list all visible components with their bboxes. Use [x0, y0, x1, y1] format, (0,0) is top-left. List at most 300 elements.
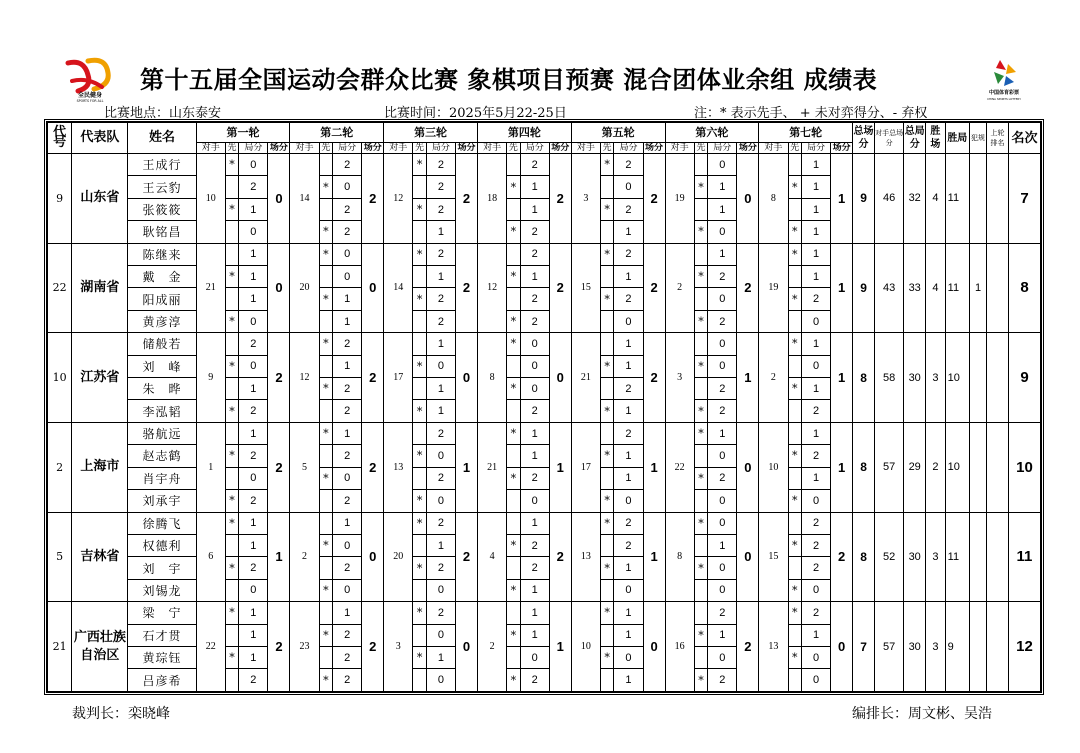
- player-name: 黄琮钰: [128, 646, 196, 668]
- first-move-mark: *: [507, 378, 520, 400]
- game-score: 2: [801, 288, 830, 310]
- first-move-mark: *: [507, 422, 520, 444]
- first-move-mark: [694, 154, 707, 176]
- game-score: 2: [708, 602, 737, 624]
- game-score: 2: [239, 669, 268, 692]
- first-move-mark: [413, 422, 426, 444]
- first-move-mark: *: [507, 624, 520, 646]
- col-header-first: 先: [600, 143, 613, 154]
- team-name: 上海市: [72, 422, 128, 512]
- game-score: 1: [708, 176, 737, 198]
- first-move-mark: *: [225, 154, 238, 176]
- first-move-mark: [600, 624, 613, 646]
- game-score: 1: [333, 602, 362, 624]
- first-move-mark: [507, 646, 520, 668]
- game-score: 2: [708, 467, 737, 489]
- game-score: 2: [426, 422, 455, 444]
- player-name: 吕彦希: [128, 669, 196, 692]
- game-score: 0: [801, 669, 830, 692]
- match-points: 0: [456, 333, 478, 423]
- first-move-mark: *: [694, 624, 707, 646]
- game-score: 1: [708, 198, 737, 220]
- col-header-game: 局分: [801, 143, 830, 154]
- game-score: 2: [333, 198, 362, 220]
- first-move-mark: *: [600, 602, 613, 624]
- team-code: 21: [48, 602, 72, 692]
- game-score: 2: [520, 243, 549, 265]
- previous-rank: [987, 602, 1009, 692]
- first-move-mark: *: [319, 221, 332, 243]
- match-points: 1: [643, 512, 665, 602]
- first-move-mark: [225, 534, 238, 556]
- first-move-mark: *: [600, 512, 613, 534]
- first-move-mark: *: [600, 445, 613, 467]
- first-move-mark: *: [788, 378, 801, 400]
- page-title: 第十五届全国运动会群众比赛 象棋项目预赛 混合团体业余组 成绩表: [140, 65, 878, 94]
- game-score: 1: [426, 646, 455, 668]
- wins-count: 4: [926, 243, 945, 333]
- round-opponent: 15: [759, 512, 788, 602]
- first-move-mark: [225, 467, 238, 489]
- first-move-mark: *: [413, 400, 426, 422]
- game-score: 1: [614, 400, 643, 422]
- game-score: 2: [333, 557, 362, 579]
- time-text: 比赛时间：2025年5月22-25日: [384, 106, 567, 121]
- first-move-mark: *: [413, 355, 426, 377]
- game-score: 0: [801, 355, 830, 377]
- round-opponent: 23: [290, 602, 319, 692]
- first-move-mark: *: [413, 490, 426, 512]
- first-move-mark: [225, 333, 238, 355]
- wins-count: 4: [926, 154, 945, 244]
- round-opponent: 2: [477, 602, 506, 692]
- col-header-total-match: 总场分: [853, 123, 875, 154]
- first-move-mark: [600, 467, 613, 489]
- logo-left-sub: SPORTS FOR ALL: [76, 99, 104, 103]
- round-opponent: 18: [477, 154, 506, 244]
- game-score: 2: [520, 400, 549, 422]
- game-score: 2: [708, 310, 737, 332]
- game-score: 0: [333, 534, 362, 556]
- game-score: 0: [614, 490, 643, 512]
- first-move-mark: [600, 378, 613, 400]
- game-score: 2: [614, 288, 643, 310]
- first-move-mark: *: [413, 557, 426, 579]
- first-move-mark: [694, 378, 707, 400]
- first-move-mark: [788, 467, 801, 489]
- col-header-win-games: 胜局: [945, 123, 969, 154]
- col-header-fouls: 犯规: [970, 123, 987, 154]
- logo-right-sub: CHINA SPORTS LOTTERY: [987, 97, 1021, 101]
- header-row-rounds: [48, 123, 1041, 143]
- match-points: 2: [456, 154, 478, 244]
- game-score: 2: [801, 445, 830, 467]
- game-score: 2: [426, 512, 455, 534]
- note-text: 注：* 表示先手、 + 未对弈得分、- 弃权: [694, 106, 928, 121]
- previous-rank: [987, 333, 1009, 423]
- first-move-mark: *: [788, 602, 801, 624]
- first-move-mark: *: [413, 512, 426, 534]
- opponent-total-points: 52: [875, 512, 904, 602]
- game-score: 0: [708, 512, 737, 534]
- first-move-mark: *: [225, 445, 238, 467]
- fouls-count: [970, 422, 987, 512]
- game-score: 0: [426, 490, 455, 512]
- game-score: 1: [426, 400, 455, 422]
- match-points: 2: [362, 154, 384, 244]
- round-opponent: 22: [665, 422, 694, 512]
- game-score: 0: [801, 490, 830, 512]
- wins-count: 2: [926, 422, 945, 512]
- first-move-mark: [319, 310, 332, 332]
- match-points: 1: [831, 154, 853, 244]
- first-move-mark: [225, 378, 238, 400]
- col-header-opp: 对手: [571, 143, 600, 154]
- first-move-mark: [507, 602, 520, 624]
- first-move-mark: [319, 198, 332, 220]
- player-name: 王成行: [128, 154, 196, 176]
- first-move-mark: *: [225, 400, 238, 422]
- col-header-first: 先: [788, 143, 801, 154]
- player-name: 朱 晔: [128, 378, 196, 400]
- game-score: 1: [520, 512, 549, 534]
- first-move-mark: *: [694, 400, 707, 422]
- game-score: 0: [708, 221, 737, 243]
- game-score: 1: [239, 378, 268, 400]
- match-points: 2: [737, 243, 759, 333]
- game-score: 1: [801, 378, 830, 400]
- col-header-match: 场分: [551, 143, 570, 153]
- first-move-mark: *: [788, 333, 801, 355]
- game-score: 2: [333, 669, 362, 692]
- game-score: 2: [426, 243, 455, 265]
- match-points: 2: [456, 243, 478, 333]
- game-score: 2: [708, 378, 737, 400]
- round-opponent: 2: [665, 243, 694, 333]
- total-game-points: 32: [904, 154, 926, 244]
- game-score: 1: [239, 422, 268, 444]
- game-score: 1: [614, 266, 643, 288]
- col-header-round: 第三轮: [384, 123, 478, 143]
- col-header-match: 场分: [832, 143, 851, 153]
- team-name: 湖南省: [72, 243, 128, 333]
- first-move-mark: *: [225, 355, 238, 377]
- game-score: 0: [801, 646, 830, 668]
- game-score: 2: [520, 557, 549, 579]
- first-move-mark: [413, 669, 426, 692]
- first-move-mark: [600, 333, 613, 355]
- game-score: 0: [708, 579, 737, 601]
- previous-rank: [987, 512, 1009, 602]
- table-row: [48, 333, 1041, 355]
- game-score: 2: [801, 534, 830, 556]
- first-move-mark: *: [788, 176, 801, 198]
- round-opponent: 14: [384, 243, 413, 333]
- game-score: 2: [801, 400, 830, 422]
- final-rank: 9: [1008, 333, 1040, 423]
- col-header-prev-rank: 上轮排名: [987, 123, 1009, 154]
- game-score: 1: [614, 221, 643, 243]
- first-move-mark: [694, 243, 707, 265]
- game-score: 2: [426, 602, 455, 624]
- arranger-text: 编排长：周文彬、吴浩: [852, 706, 992, 722]
- game-score: 0: [520, 333, 549, 355]
- game-score: 2: [520, 669, 549, 692]
- game-score: 0: [614, 579, 643, 601]
- game-score: 2: [426, 198, 455, 220]
- game-score: 0: [239, 579, 268, 601]
- first-move-mark: [507, 400, 520, 422]
- col-header-match: 场分: [645, 143, 664, 153]
- first-move-mark: [694, 333, 707, 355]
- game-score: 0: [801, 310, 830, 332]
- first-move-mark: *: [694, 467, 707, 489]
- game-score: 1: [333, 422, 362, 444]
- total-game-points: 33: [904, 243, 926, 333]
- first-move-mark: [413, 221, 426, 243]
- col-header-match: 场分: [269, 143, 288, 153]
- game-score: 0: [333, 243, 362, 265]
- match-points: 1: [831, 422, 853, 512]
- game-score: 1: [801, 243, 830, 265]
- first-move-mark: *: [788, 646, 801, 668]
- first-move-mark: *: [694, 512, 707, 534]
- match-points: 0: [268, 154, 290, 244]
- first-move-mark: [788, 624, 801, 646]
- final-rank: 8: [1008, 243, 1040, 333]
- game-score: 1: [426, 534, 455, 556]
- total-game-points: 30: [904, 512, 926, 602]
- first-move-mark: *: [319, 534, 332, 556]
- first-move-mark: *: [694, 557, 707, 579]
- first-move-mark: [600, 221, 613, 243]
- match-points: 0: [737, 512, 759, 602]
- game-score: 0: [333, 579, 362, 601]
- first-move-mark: *: [788, 445, 801, 467]
- game-score: 1: [239, 602, 268, 624]
- first-move-mark: *: [694, 176, 707, 198]
- first-move-mark: [319, 266, 332, 288]
- player-name: 刘 宇: [128, 557, 196, 579]
- player-name: 肖宇舟: [128, 467, 196, 489]
- game-score: 2: [239, 557, 268, 579]
- match-points: 2: [456, 512, 478, 602]
- game-score: 0: [333, 266, 362, 288]
- total-match-points: 9: [853, 243, 875, 333]
- first-move-mark: *: [694, 669, 707, 692]
- col-header-first: 先: [319, 143, 332, 154]
- game-score: 2: [333, 333, 362, 355]
- col-header-round: 第一轮: [196, 123, 290, 143]
- round-opponent: 13: [384, 422, 413, 512]
- player-name: 王云豹: [128, 176, 196, 198]
- player-name: 储般若: [128, 333, 196, 355]
- game-score: 2: [801, 602, 830, 624]
- wins-count: 3: [926, 333, 945, 423]
- round-opponent: 3: [665, 333, 694, 423]
- game-score: 1: [614, 333, 643, 355]
- results-table-frame: [44, 119, 1044, 695]
- game-score: 1: [239, 266, 268, 288]
- round-opponent: 8: [759, 154, 788, 244]
- first-move-mark: [600, 310, 613, 332]
- game-score: 1: [520, 198, 549, 220]
- match-points: 0: [737, 154, 759, 244]
- first-move-mark: *: [507, 266, 520, 288]
- team-code: 5: [48, 512, 72, 602]
- total-game-points: 29: [904, 422, 926, 512]
- round-opponent: 12: [384, 154, 413, 244]
- first-move-mark: [600, 422, 613, 444]
- game-score: 2: [239, 400, 268, 422]
- col-header-round: 第七轮: [759, 123, 853, 143]
- first-move-mark: [413, 579, 426, 601]
- opponent-total-points: 57: [875, 602, 904, 692]
- first-move-mark: [507, 154, 520, 176]
- first-move-mark: [225, 579, 238, 601]
- player-name: 刘 峰: [128, 355, 196, 377]
- game-score: 1: [333, 512, 362, 534]
- match-points: 2: [268, 333, 290, 423]
- first-move-mark: *: [413, 445, 426, 467]
- first-move-mark: [225, 288, 238, 310]
- game-score: 0: [239, 467, 268, 489]
- game-score: 1: [614, 669, 643, 692]
- final-rank: 12: [1008, 602, 1040, 692]
- match-points: 0: [268, 243, 290, 333]
- first-move-mark: *: [600, 243, 613, 265]
- game-score: 0: [426, 579, 455, 601]
- round-opponent: 16: [665, 602, 694, 692]
- first-move-mark: *: [319, 378, 332, 400]
- game-score: 1: [801, 422, 830, 444]
- first-move-mark: *: [319, 579, 332, 601]
- table-row: [48, 422, 1041, 444]
- col-header-opp: 对手: [477, 143, 506, 154]
- opponent-total-points: 43: [875, 243, 904, 333]
- game-score: 0: [801, 579, 830, 601]
- game-score: 2: [333, 221, 362, 243]
- round-opponent: 8: [665, 512, 694, 602]
- round-opponent: 3: [571, 154, 600, 244]
- win-games-count: 9: [945, 602, 969, 692]
- game-score: 2: [239, 445, 268, 467]
- player-name: 梁 宁: [128, 602, 196, 624]
- team-name: 吉林省: [72, 512, 128, 602]
- round-opponent: 10: [571, 602, 600, 692]
- fouls-count: [970, 602, 987, 692]
- col-header-first: 先: [413, 143, 426, 154]
- game-score: 2: [426, 288, 455, 310]
- match-points: 1: [737, 333, 759, 423]
- wins-count: 3: [926, 512, 945, 602]
- first-move-mark: [788, 422, 801, 444]
- first-move-mark: *: [507, 467, 520, 489]
- team-name: 江苏省: [72, 333, 128, 423]
- game-score: 1: [614, 557, 643, 579]
- player-name: 黄彦淳: [128, 310, 196, 332]
- game-score: 1: [239, 243, 268, 265]
- first-move-mark: [694, 288, 707, 310]
- game-score: 0: [520, 355, 549, 377]
- player-name: 刘锡龙: [128, 579, 196, 601]
- first-move-mark: [788, 355, 801, 377]
- game-score: 0: [239, 310, 268, 332]
- first-move-mark: [788, 400, 801, 422]
- first-move-mark: *: [507, 221, 520, 243]
- round-opponent: 2: [290, 512, 319, 602]
- first-move-mark: [788, 512, 801, 534]
- first-move-mark: [694, 579, 707, 601]
- game-score: 1: [708, 624, 737, 646]
- match-points: 1: [643, 422, 665, 512]
- first-move-mark: [413, 333, 426, 355]
- game-score: 0: [239, 221, 268, 243]
- table-row: [48, 512, 1041, 534]
- total-match-points: 7: [853, 602, 875, 692]
- total-match-points: 8: [853, 422, 875, 512]
- game-score: 1: [520, 602, 549, 624]
- player-name: 李泓韬: [128, 400, 196, 422]
- game-score: 0: [239, 154, 268, 176]
- col-header-name: 姓名: [128, 123, 196, 154]
- round-opponent: 5: [290, 422, 319, 512]
- game-score: 2: [520, 221, 549, 243]
- game-score: 0: [426, 355, 455, 377]
- game-score: 1: [614, 445, 643, 467]
- round-opponent: 15: [571, 243, 600, 333]
- game-score: 2: [520, 310, 549, 332]
- match-points: 0: [456, 602, 478, 692]
- game-score: 1: [708, 422, 737, 444]
- match-points: 2: [549, 154, 571, 244]
- total-game-points: 30: [904, 333, 926, 423]
- game-score: 0: [426, 445, 455, 467]
- first-move-mark: [319, 400, 332, 422]
- match-points: 1: [549, 602, 571, 692]
- round-opponent: 10: [196, 154, 225, 244]
- first-move-mark: [694, 198, 707, 220]
- game-score: 2: [426, 557, 455, 579]
- first-move-mark: [600, 534, 613, 556]
- first-move-mark: [694, 445, 707, 467]
- first-move-mark: *: [319, 288, 332, 310]
- game-score: 1: [239, 624, 268, 646]
- match-points: 2: [362, 602, 384, 692]
- first-move-mark: [225, 422, 238, 444]
- match-points: 1: [549, 422, 571, 512]
- round-opponent: 21: [571, 333, 600, 423]
- previous-rank: [987, 422, 1009, 512]
- round-opponent: 9: [196, 333, 225, 423]
- first-move-mark: *: [788, 288, 801, 310]
- first-move-mark: [788, 557, 801, 579]
- opponent-total-points: 46: [875, 154, 904, 244]
- fouls-count: [970, 512, 987, 602]
- round-opponent: 1: [196, 422, 225, 512]
- first-move-mark: [319, 602, 332, 624]
- round-opponent: 22: [196, 602, 225, 692]
- first-move-mark: *: [319, 243, 332, 265]
- first-move-mark: [225, 176, 238, 198]
- col-header-match: 场分: [457, 143, 476, 153]
- match-points: 0: [362, 243, 384, 333]
- game-score: 0: [520, 378, 549, 400]
- game-score: 1: [239, 646, 268, 668]
- match-points: 0: [737, 422, 759, 512]
- first-move-mark: *: [319, 669, 332, 692]
- col-header-game: 局分: [614, 143, 643, 154]
